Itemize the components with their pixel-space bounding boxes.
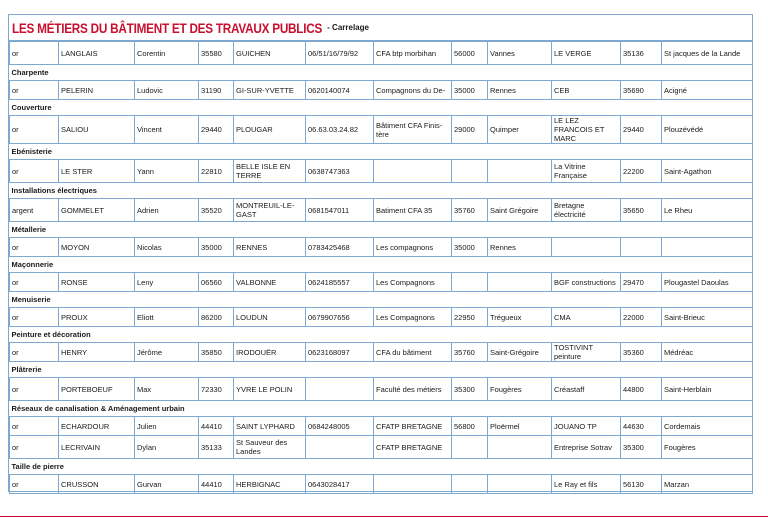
cell-employer: La Vitrine Française — [552, 160, 621, 183]
cell-school-city: Rennes — [488, 81, 552, 100]
cell-school-city: Ploërmel — [488, 417, 552, 436]
cell-employer: LE VERGE — [552, 42, 621, 65]
cell-employer-city: Médréac — [662, 343, 753, 362]
cell-school: CFA du bâtiment — [374, 343, 452, 362]
cell-first-name: Eliott — [135, 308, 199, 327]
cell-phone — [306, 436, 374, 459]
cell-employer-postcode — [621, 238, 662, 257]
table-row — [10, 343, 753, 362]
cell-employer — [552, 238, 621, 257]
cell-school-postcode: 29000 — [452, 116, 488, 144]
cell-school: Faculté des métiers — [374, 378, 452, 401]
cell-phone: 0624185557 — [306, 273, 374, 292]
cell-medal: argent — [10, 199, 59, 222]
cell-first-name: Julien — [135, 417, 199, 436]
cell-first-name: Corentin — [135, 42, 199, 65]
cell-medal: or — [10, 238, 59, 257]
cell-school — [374, 160, 452, 183]
cell-school-postcode — [452, 273, 488, 292]
cell-phone: 06.63.03.24.82 — [306, 116, 374, 144]
cell-employer-postcode: 35650 — [621, 199, 662, 222]
cell-employer-postcode: 22200 — [621, 160, 662, 183]
cell-employer-postcode: 22000 — [621, 308, 662, 327]
cell-school: Les Compagnons — [374, 273, 452, 292]
table-row — [10, 81, 753, 100]
cell-school-postcode: 56000 — [452, 42, 488, 65]
cell-employer-postcode: 35690 — [621, 81, 662, 100]
category-label: Plâtrerie — [10, 362, 753, 378]
category-row — [10, 459, 753, 475]
category-label: Métallerie — [10, 222, 753, 238]
cell-phone: 0638747363 — [306, 160, 374, 183]
cell-school-city: Quimper — [488, 116, 552, 144]
cell-city: MONTREUIL-LE-GAST — [234, 199, 306, 222]
table-row — [10, 116, 753, 144]
cell-employer-city: Fougères — [662, 436, 753, 459]
results-table — [9, 41, 753, 494]
cell-employer-postcode: 56130 — [621, 475, 662, 494]
cell-employer: Bretagne électricité — [552, 199, 621, 222]
category-label: Maçonnerie — [10, 257, 753, 273]
cell-employer-postcode: 35360 — [621, 343, 662, 362]
cell-school-postcode: 35760 — [452, 343, 488, 362]
cell-employer-postcode: 29440 — [621, 116, 662, 144]
cell-school-city: Trégueux — [488, 308, 552, 327]
cell-city: GUICHEN — [234, 42, 306, 65]
cell-employer-city: Le Rheu — [662, 199, 753, 222]
cell-last-name: CRUSSON — [59, 475, 135, 494]
cell-phone: 0679907656 — [306, 308, 374, 327]
cell-employer: CEB — [552, 81, 621, 100]
category-label: Installations électriques — [10, 183, 753, 199]
cell-employer-city: Cordemais — [662, 417, 753, 436]
cell-postcode: 44410 — [199, 475, 234, 494]
cell-school-city — [488, 436, 552, 459]
cell-school-postcode — [452, 436, 488, 459]
cell-postcode: 35000 — [199, 238, 234, 257]
cell-phone: 06/51/16/79/92 — [306, 42, 374, 65]
page-title: LES MÉTIERS DU BÂTIMENT ET DES TRAVAUX PUBLICS — [12, 19, 323, 36]
category-label: Ebénisterie — [10, 144, 753, 160]
cell-phone: 0783425468 — [306, 238, 374, 257]
cell-school — [374, 475, 452, 494]
cell-medal: or — [10, 475, 59, 494]
cell-medal: or — [10, 160, 59, 183]
cell-phone — [306, 378, 374, 401]
cell-employer-postcode: 44800 — [621, 378, 662, 401]
cell-employer-city: Saint-Brieuc — [662, 308, 753, 327]
cell-first-name: Yann — [135, 160, 199, 183]
cell-employer-city: St jacques de la Lande — [662, 42, 753, 65]
cell-medal: or — [10, 343, 59, 362]
category-row — [10, 65, 753, 81]
cell-employer: TOSTIVINT peinture — [552, 343, 621, 362]
cell-first-name: Gurvan — [135, 475, 199, 494]
category-label: Charpente — [10, 65, 753, 81]
cell-medal: or — [10, 42, 59, 65]
cell-first-name: Ludovic — [135, 81, 199, 100]
category-row — [10, 100, 753, 116]
cell-last-name: RONSE — [59, 273, 135, 292]
cell-school: Bâtiment CFA Finis-tère — [374, 116, 452, 144]
cell-school-postcode: 35000 — [452, 238, 488, 257]
cell-employer-city: Plouzévédé — [662, 116, 753, 144]
cell-school: Compagnons du De- — [374, 81, 452, 100]
cell-employer-city: Acigné — [662, 81, 753, 100]
table-row — [10, 273, 753, 292]
table-row — [10, 238, 753, 257]
cell-last-name: ECHARDOUR — [59, 417, 135, 436]
cell-employer-city — [662, 238, 753, 257]
cell-postcode: 35850 — [199, 343, 234, 362]
cell-postcode: 44410 — [199, 417, 234, 436]
cell-medal: or — [10, 273, 59, 292]
cell-first-name: Leny — [135, 273, 199, 292]
cell-school-city — [488, 160, 552, 183]
category-label: Couverture — [10, 100, 753, 116]
cell-first-name: Max — [135, 378, 199, 401]
bottom-rule — [0, 516, 768, 517]
category-row — [10, 144, 753, 160]
cell-postcode: 35520 — [199, 199, 234, 222]
cell-postcode: 86200 — [199, 308, 234, 327]
table-row — [10, 378, 753, 401]
title-row — [9, 15, 752, 41]
cell-postcode: 35580 — [199, 42, 234, 65]
cell-phone: 0643028417 — [306, 475, 374, 494]
category-row — [10, 183, 753, 199]
cell-employer: CMA — [552, 308, 621, 327]
cell-city: IRODOUËR — [234, 343, 306, 362]
cell-medal: or — [10, 378, 59, 401]
cell-phone: 0620140074 — [306, 81, 374, 100]
cell-employer: Entreprise Sotrav — [552, 436, 621, 459]
category-label: Réseaux de canalisation & Aménagement urbain — [10, 401, 753, 417]
cell-last-name: LECRIVAIN — [59, 436, 135, 459]
cell-city: PLOUGAR — [234, 116, 306, 144]
cell-school-postcode: 56800 — [452, 417, 488, 436]
category-row — [10, 257, 753, 273]
cell-last-name: PELERIN — [59, 81, 135, 100]
cell-school: CFATP BRETAGNE — [374, 417, 452, 436]
cell-last-name: GOMMELET — [59, 199, 135, 222]
cell-postcode: 29440 — [199, 116, 234, 144]
category-row — [10, 222, 753, 238]
table-row — [10, 160, 753, 183]
cell-phone: 0623168097 — [306, 343, 374, 362]
cell-school-city: Saint Grégoire — [488, 199, 552, 222]
cell-school: CFATP BRETAGNE — [374, 436, 452, 459]
category-row — [10, 401, 753, 417]
cell-last-name: PORTEBOEUF — [59, 378, 135, 401]
cell-employer: JOUANO TP — [552, 417, 621, 436]
category-label: Taille de pierre — [10, 459, 753, 475]
cell-school-postcode — [452, 160, 488, 183]
cell-city: GI-SUR-YVETTE — [234, 81, 306, 100]
cell-employer-city: Plougastel Daoulas — [662, 273, 753, 292]
cell-first-name: Dylan — [135, 436, 199, 459]
cell-employer-postcode: 35136 — [621, 42, 662, 65]
category-row — [10, 362, 753, 378]
table-row — [10, 42, 753, 65]
cell-medal: or — [10, 417, 59, 436]
cell-employer-city: Marzan — [662, 475, 753, 494]
cell-city: VALBONNE — [234, 273, 306, 292]
cell-city: LOUDUN — [234, 308, 306, 327]
cell-phone: 0684248005 — [306, 417, 374, 436]
cell-city: SAINT LYPHARD — [234, 417, 306, 436]
cell-employer: Le Ray et fils — [552, 475, 621, 494]
table-row — [10, 199, 753, 222]
cell-medal: or — [10, 308, 59, 327]
table-row — [10, 417, 753, 436]
cell-postcode: 31190 — [199, 81, 234, 100]
cell-employer: BGF constructions — [552, 273, 621, 292]
cell-school-city — [488, 273, 552, 292]
cell-employer-city: Saint-Herblain — [662, 378, 753, 401]
cell-last-name: MOYON — [59, 238, 135, 257]
cell-last-name: LE STER — [59, 160, 135, 183]
cell-postcode: 35133 — [199, 436, 234, 459]
cell-first-name: Nicolas — [135, 238, 199, 257]
cell-school-city — [488, 475, 552, 494]
cell-school-postcode: 35000 — [452, 81, 488, 100]
cell-postcode: 22810 — [199, 160, 234, 183]
category-label: Menuiserie — [10, 292, 753, 308]
cell-school-postcode: 35760 — [452, 199, 488, 222]
cell-phone: 0681547011 — [306, 199, 374, 222]
cell-school-city: Vannes — [488, 42, 552, 65]
cell-medal: or — [10, 116, 59, 144]
cell-city: YVRE LE POLIN — [234, 378, 306, 401]
cell-first-name: Adrien — [135, 199, 199, 222]
cell-medal: or — [10, 436, 59, 459]
cell-school: Les Compagnons — [374, 308, 452, 327]
cell-first-name: Jérôme — [135, 343, 199, 362]
cell-employer: Créastaff — [552, 378, 621, 401]
cell-city: BELLE ISLE EN TERRE — [234, 160, 306, 183]
category-label: Peinture et décoration — [10, 327, 753, 343]
cell-city: HERBIGNAC — [234, 475, 306, 494]
cell-school-city: Saint-Grégoire — [488, 343, 552, 362]
cell-last-name: LANGLAIS — [59, 42, 135, 65]
cell-employer-postcode: 44630 — [621, 417, 662, 436]
cell-school-postcode: 35300 — [452, 378, 488, 401]
cell-school: Batiment CFA 35 — [374, 199, 452, 222]
category-row — [10, 327, 753, 343]
cell-last-name: SALIOU — [59, 116, 135, 144]
cell-first-name: Vincent — [135, 116, 199, 144]
cell-last-name: HENRY — [59, 343, 135, 362]
cell-city: St Sauveur des Landes — [234, 436, 306, 459]
cell-employer-postcode: 35300 — [621, 436, 662, 459]
cell-school: Les compagnons — [374, 238, 452, 257]
cell-employer-postcode: 29470 — [621, 273, 662, 292]
table-row — [10, 308, 753, 327]
category-row — [10, 292, 753, 308]
cell-school-postcode: 22950 — [452, 308, 488, 327]
page-subtitle: - Carrelage — [327, 23, 369, 32]
cell-postcode: 06560 — [199, 273, 234, 292]
cell-school-postcode — [452, 475, 488, 494]
cell-last-name: PROUX — [59, 308, 135, 327]
cell-school-city: Rennes — [488, 238, 552, 257]
cell-city: RENNES — [234, 238, 306, 257]
table-row — [10, 475, 753, 494]
cell-employer: LE LEZ FRANCOIS ET MARC — [552, 116, 621, 144]
cell-medal: or — [10, 81, 59, 100]
cell-school: CFA btp morbihan — [374, 42, 452, 65]
cell-school-city: Fougères — [488, 378, 552, 401]
cell-employer-city: Saint-Agathon — [662, 160, 753, 183]
table-row — [10, 436, 753, 459]
cell-postcode: 72330 — [199, 378, 234, 401]
